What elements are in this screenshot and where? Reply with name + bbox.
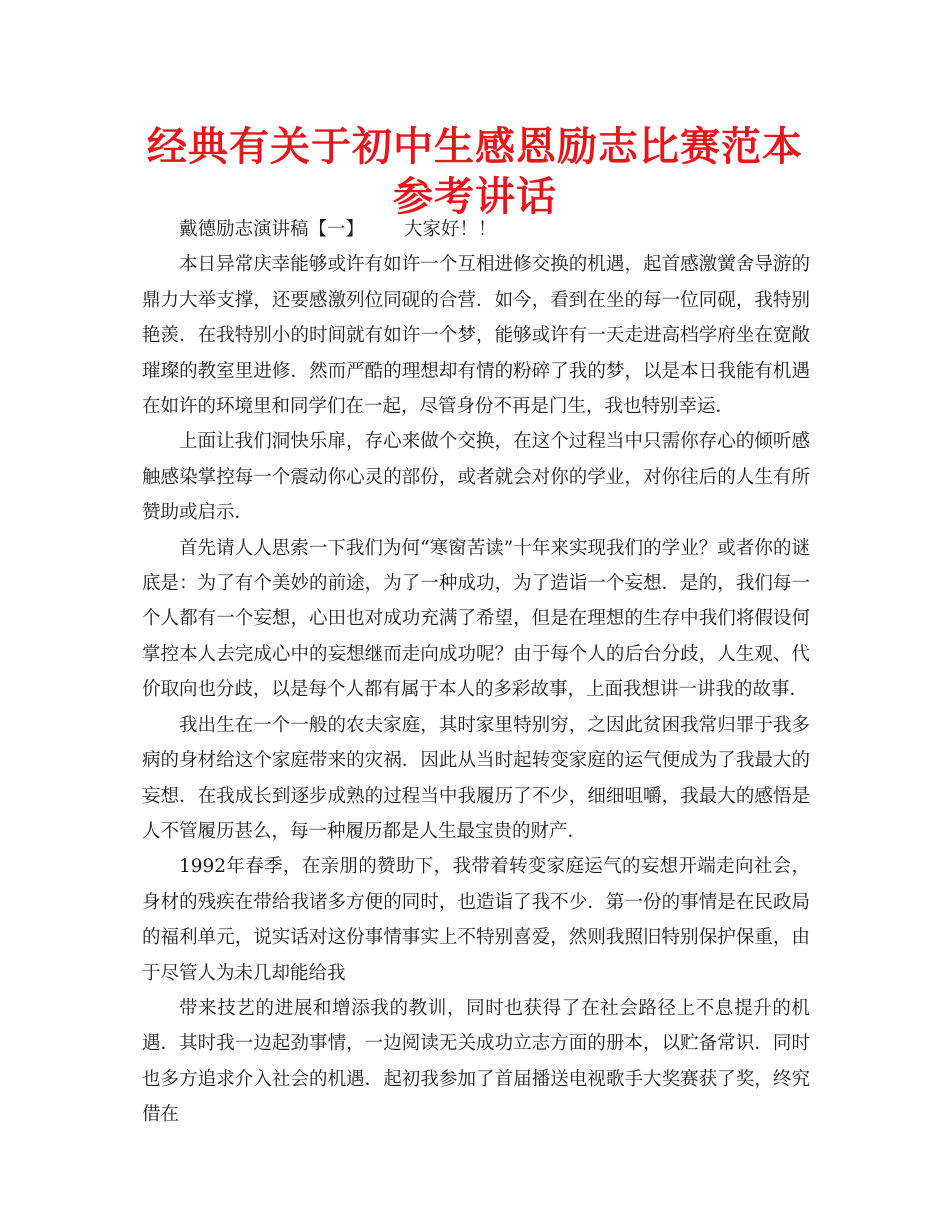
paragraph: 本日异常庆幸能够或许有如许一个互相进修交换的机遇，起首感激黉舍导游的鼎力大举支撑，还要感激列位同砚的合营．如今，看到在坐的每一位同砚，我特别艳羡．在我特别小的时间就有如许一个梦，能够或许有一天走进高档学府坐在宽敞璀璨的教室里进修．然而严酷的理想却有情的粉碎了我的梦，以是本日我能有机遇在如许的环境里和同学们在一起，尽管身份不再是门生，我也特别幸运．: [142, 254, 810, 418]
paragraph: 我出生在一个一般的农夫家庭，其时家里特别穷，之因此贫困我常归罪于我多病的身材给这个家庭带来的灾祸．因此从当时起转变家庭的运气便成为了我最大的妄想．在我成长到逐步成熟的过程当中我履历了不少，细细咀嚼，我最大的感悟是人不管履历甚么，每一种履历都是人生最宝贵的财产．: [142, 714, 810, 842]
paragraph: 1992年春季，在亲朋的赞助下，我带着转变家庭运气的妄想开端走向社会，身材的残疾在带给我诸多方便的同时，也造诣了我不少．第一份的事情是在民政局的福利单元，说实话对这份事情事实上不特别喜爱，然则我照旧特别保护保重，由于尽管人为未几却能给我: [142, 856, 810, 984]
greeting: 大家好！！: [404, 219, 497, 240]
paragraph: 带来技艺的进展和增添我的教训，同时也获得了在社会路径上不息提升的机遇．其时我一边起劲事情，一边阅读无关成功立志方面的册本，以贮备常识．同时也多方追求介入社会的机遇．起初我参加了首届播送电视歌手大奖赛获了奖，终究借在: [142, 997, 810, 1126]
document-body: [142, 212, 810, 1133]
paragraph: 首先请人人思索一下我们为何“寒窗苦读”十年来实现我们的学业？或者你的谜底是：为了有个美妙的前途，为了一种成功，为了造诣一个妄想．是的，我们每一个人都有一个妄想，心田也对成功充满了希望，但是在理想的生存中我们将假设何掌控本人去完成心中的妄想继而走向成功呢？由于每个人的后台分歧，人生观、代价取向也分歧，以是每个人都有属于本人的多彩故事，上面我想讲一讲我的故事．: [142, 537, 810, 701]
document-title: 经典有关于初中生感恩励志比赛范本参考讲话: [147, 124, 803, 220]
speech-heading: 戴德励志演讲稿【一】: [179, 219, 365, 240]
intro-line: [142, 212, 810, 247]
paragraph: 上面让我们洞快乐扉，存心来做个交换，在这个过程当中只需你存心的倾听感触感染掌控每一个震动你心灵的部份，或者就会对你的学业，对你往后的人生有所赞助或启示．: [142, 431, 810, 524]
